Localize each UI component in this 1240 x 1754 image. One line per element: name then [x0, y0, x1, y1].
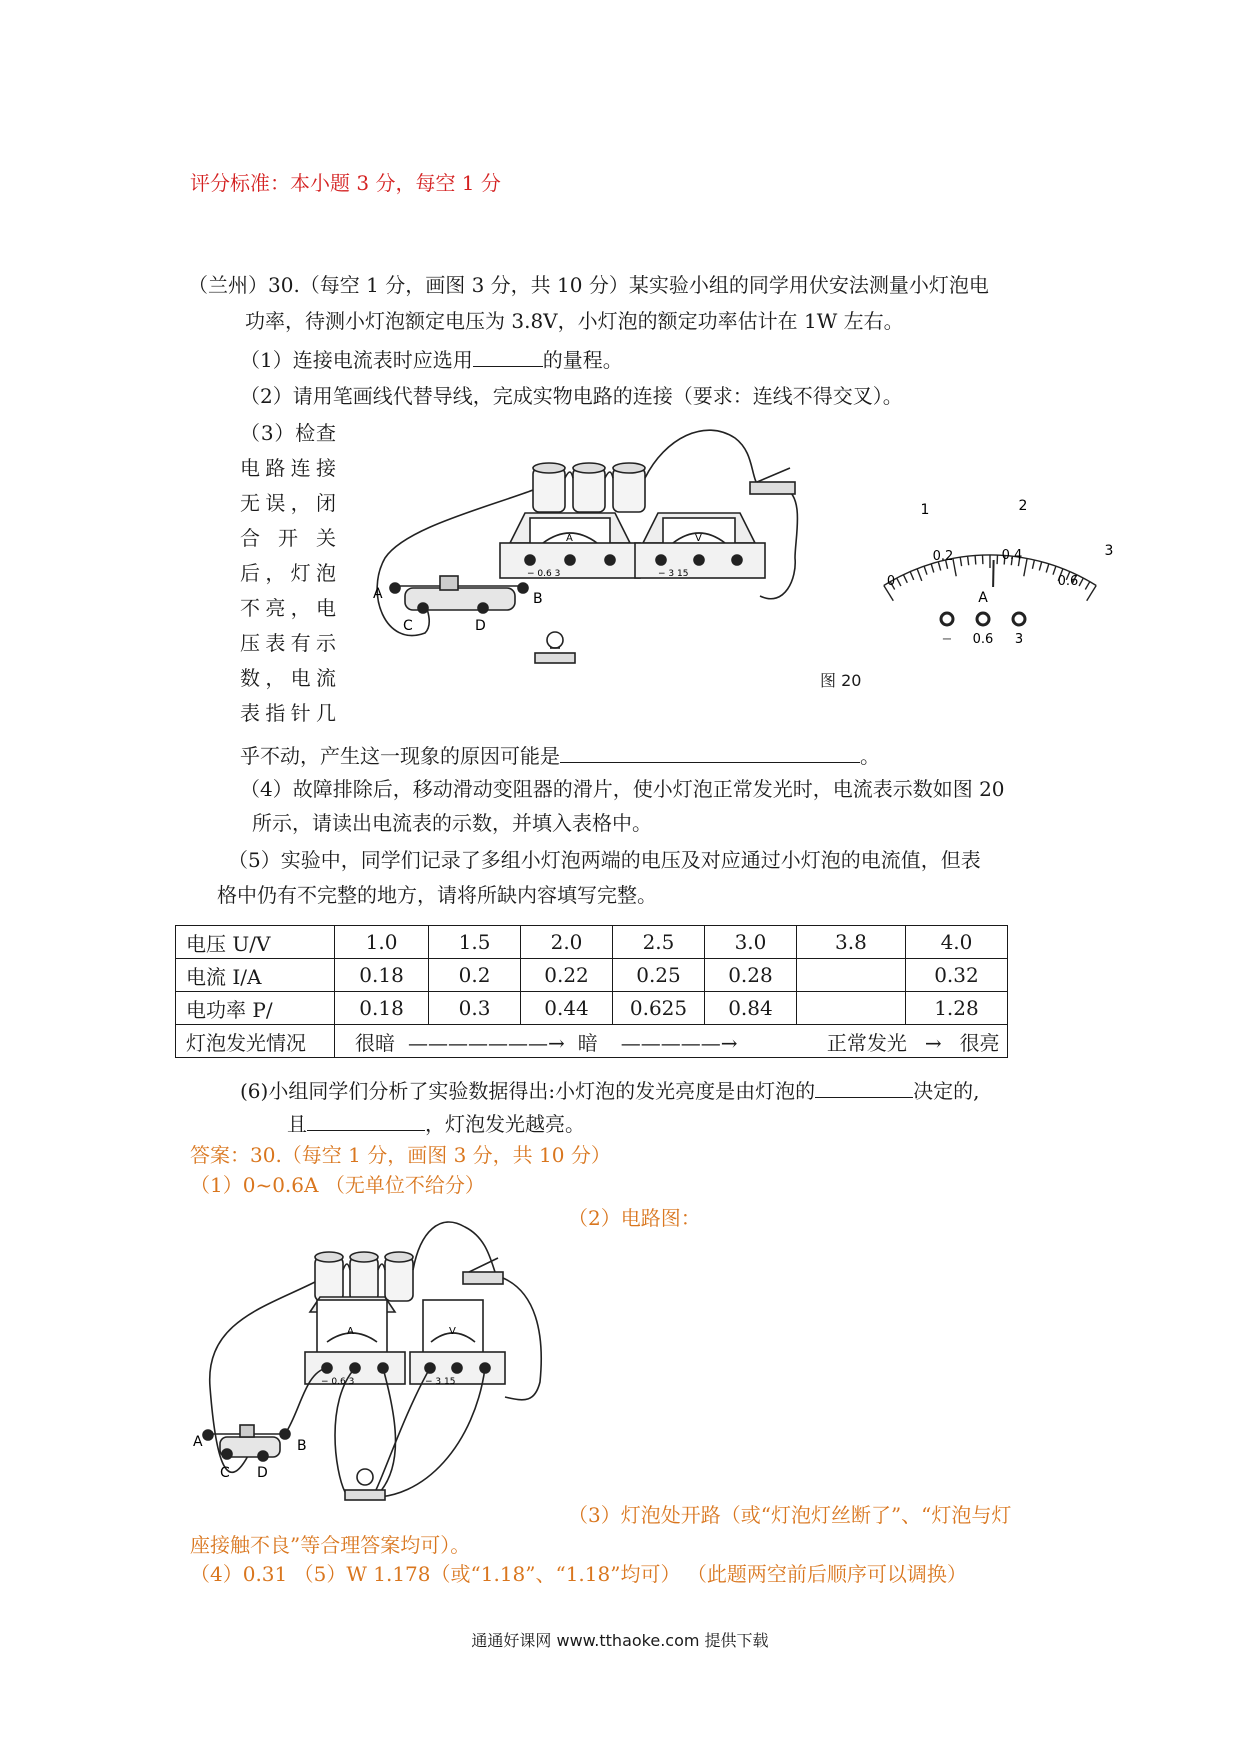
battery-1 — [533, 463, 565, 512]
table-cell: 0.32 — [905, 959, 1007, 992]
terminal-a-label: A — [193, 1434, 203, 1450]
question-3-narrow-column: （3）检查 电路连接 无误，闭 合开关 后，灯泡 不亮，电 压表有示 数，电流 表指针几 — [240, 421, 336, 725]
answer-blank-6b — [307, 1110, 425, 1131]
dial-tick — [960, 557, 961, 566]
answer-1: （1）0~0.6A （无单位不给分） — [190, 1173, 485, 1197]
answer-2-label: （2）电路图： — [568, 1206, 701, 1230]
question-3-tail: 乎不动，产生这一现象的原因可能是 。 — [240, 744, 880, 768]
answer-3-line-2: 座接触不良”等合理答案均可）。 — [190, 1533, 471, 1557]
circuit-figure-wired — [193, 1212, 585, 1512]
table-row-current — [176, 959, 1008, 992]
table-cell: 4.0 — [905, 926, 1007, 959]
rheostat — [390, 576, 528, 613]
voltmeter-face-label: V — [449, 1326, 456, 1337]
table-row-label: 电功率 P/ — [176, 992, 335, 1025]
bulb — [535, 632, 575, 663]
battery-2 — [350, 1252, 378, 1301]
voltmeter-terminal-labels: − 3 15 — [425, 1377, 456, 1387]
voltmeter — [410, 1300, 505, 1384]
dial-tick — [910, 572, 914, 580]
circuit-figure-unwired — [365, 418, 815, 688]
dial-tick — [1032, 560, 1034, 569]
table-row-label: 灯泡发光情况 — [176, 1025, 335, 1058]
table-cell: 0.18 — [335, 959, 429, 992]
figure-caption: 图 20 — [820, 671, 862, 690]
question-intro-line-1: （兰州）30.（每空 1 分，画图 3 分，共 10 分）某实验小组的同学用伏安法测量小灯泡电 — [188, 273, 989, 297]
table-cell: 3.8 — [796, 926, 905, 959]
dial-terminal-0.6 — [977, 613, 989, 625]
switch — [463, 1258, 503, 1284]
table-cell: 1.5 — [429, 926, 521, 959]
ammeter-dial-figure — [855, 495, 1125, 655]
table-cell: 2.0 — [521, 926, 613, 959]
battery-1 — [315, 1252, 343, 1301]
dial-tick — [953, 559, 956, 577]
dial-tick — [968, 556, 969, 565]
dial-unit-label: A — [978, 590, 988, 606]
table-row-power — [176, 992, 1008, 1025]
question-6-line-1: (6)小组同学们分析了实验数据得出:小灯泡的发光亮度是由灯泡的 决定的, — [240, 1079, 980, 1103]
dial-bottom-label-0.6: 0.6 — [1057, 574, 1079, 589]
battery-2 — [573, 463, 605, 512]
terminal-c-label: C — [220, 1465, 230, 1481]
table-row-label: 电流 I/A — [176, 959, 335, 992]
dial-terminal-3 — [1013, 613, 1025, 625]
answer-blank-1 — [473, 346, 543, 367]
answer-3-line-1: （3）灯泡处开路（或“灯泡灯丝断了”、“灯泡与灯 — [568, 1503, 1012, 1527]
question-6-line-2: 且 ，灯泡发光越亮。 — [287, 1112, 585, 1136]
ammeter-face-label: A — [566, 533, 573, 544]
ammeter-terminal-labels: − 0.6 3 — [321, 1377, 355, 1387]
table-row-brightness — [176, 1025, 1008, 1058]
question-4-line-1: （4）故障排除后，移动滑动变阻器的滑片，使小灯泡正常发光时，电流表示数如图 20 — [240, 777, 1005, 801]
dial-tick — [1046, 564, 1049, 573]
dial-tick — [1087, 586, 1097, 601]
table-cell: 3.0 — [704, 926, 796, 959]
battery-3 — [385, 1252, 413, 1301]
voltmeter-terminal-labels: − 3 15 — [658, 569, 689, 579]
ammeter-face-label: A — [347, 1326, 354, 1337]
table-cell: 1.28 — [905, 992, 1007, 1025]
dial-tick — [897, 578, 901, 586]
terminal-d-label: D — [475, 618, 486, 634]
terminal-d-label: D — [257, 1465, 268, 1481]
table-cell: 0.25 — [613, 959, 705, 992]
table-cell: 0.3 — [429, 992, 521, 1025]
ammeter-terminal-labels: − 0.6 3 — [527, 569, 561, 579]
dial-tick — [1079, 578, 1083, 586]
arrow-long-1: ———————→ — [408, 1030, 565, 1055]
dial-bottom-label-0: 0 — [886, 574, 896, 589]
dial-top-label-1: 1 — [920, 502, 930, 518]
question-5-line-2: 格中仍有不完整的地方，请将所缺内容填写完整。 — [217, 883, 657, 907]
table-cell: 0.625 — [613, 992, 705, 1025]
brightness-scale: 很暗 ———————→ 暗 —————→ 正常发光 → 很亮 — [335, 1025, 1008, 1058]
table-cell: 1.0 — [335, 926, 429, 959]
question-5-line-1: （5）实验中，同学们记录了多组小灯泡两端的电压及对应通过小灯泡的电流值，但表 — [228, 848, 981, 872]
terminal-b-label: B — [533, 591, 543, 607]
arrow-short: → — [924, 1030, 942, 1055]
table-cell: 0.22 — [521, 959, 613, 992]
answer-title: 答案：30.（每空 1 分，画图 3 分，共 10 分） — [190, 1143, 611, 1167]
dial-tick — [1085, 582, 1090, 590]
table-cell: 0.2 — [429, 959, 521, 992]
dial-tick — [1053, 566, 1056, 575]
rheostat — [203, 1425, 290, 1461]
ammeter-needle — [993, 560, 994, 587]
grading-note: 评分标准：本小题 3 分，每空 1 分 — [190, 171, 501, 195]
table-cell: 2.5 — [613, 926, 705, 959]
dial-tick — [1039, 562, 1041, 571]
table-row-voltage — [176, 926, 1008, 959]
question-2: （2）请用笔画线代替导线，完成实物电路的连接（要求：连线不得交叉）。 — [240, 384, 903, 408]
table-cell — [796, 992, 905, 1025]
dial-bottom-label-0.2: 0.2 — [932, 549, 954, 564]
dial-tick — [903, 575, 907, 583]
dial-top-label-2: 2 — [1018, 498, 1028, 514]
battery-3 — [613, 463, 645, 512]
terminal-a-label: A — [373, 586, 383, 602]
answer-blank-3 — [560, 742, 860, 763]
dial-tick — [1024, 559, 1027, 577]
answer-blank-6a — [815, 1077, 913, 1098]
table-cell: 0.18 — [335, 992, 429, 1025]
table-row-label: 电压 U/V — [176, 926, 335, 959]
dial-terminal-3-label: 3 — [1014, 632, 1024, 647]
dial-tick — [931, 564, 934, 573]
answer-4-5: （4）0.31 （5）W 1.178（或“1.18”、“1.18”均可） （此题两空前后顺序可以调换） — [190, 1562, 967, 1586]
table-cell: 0.28 — [704, 959, 796, 992]
question-4-line-2: 所示，请读出电流表的示数，并填入表格中。 — [252, 811, 652, 835]
question-intro-line-2: 功率，待测小灯泡额定电压为 3.8V，小灯泡的额定功率估计在 1W 左右。 — [245, 309, 904, 333]
table-cell: 0.84 — [704, 992, 796, 1025]
dial-tick — [924, 566, 927, 575]
dial-terminal-negative — [941, 613, 953, 625]
dial-tick — [975, 556, 976, 565]
data-table — [175, 925, 1008, 1058]
arrow-long-2: —————→ — [620, 1030, 738, 1055]
dial-terminal-0.6-label: 0.6 — [972, 632, 994, 647]
terminal-c-label: C — [403, 618, 413, 634]
dial-bottom-label-0.4: 0.4 — [1001, 548, 1023, 563]
terminal-b-label: B — [297, 1438, 307, 1454]
table-cell: 0.44 — [521, 992, 613, 1025]
dial-terminal-negative-label: − — [941, 632, 953, 647]
dial-tick — [917, 569, 922, 581]
table-cell — [796, 959, 905, 992]
page-footer: 通通好课网 www.tthaoke.com 提供下载 — [471, 1631, 769, 1650]
question-1: （1）连接电流表时应选用 的量程。 — [240, 348, 623, 372]
voltmeter-face-label: V — [695, 533, 702, 544]
dial-top-label-3: 3 — [1104, 543, 1114, 559]
